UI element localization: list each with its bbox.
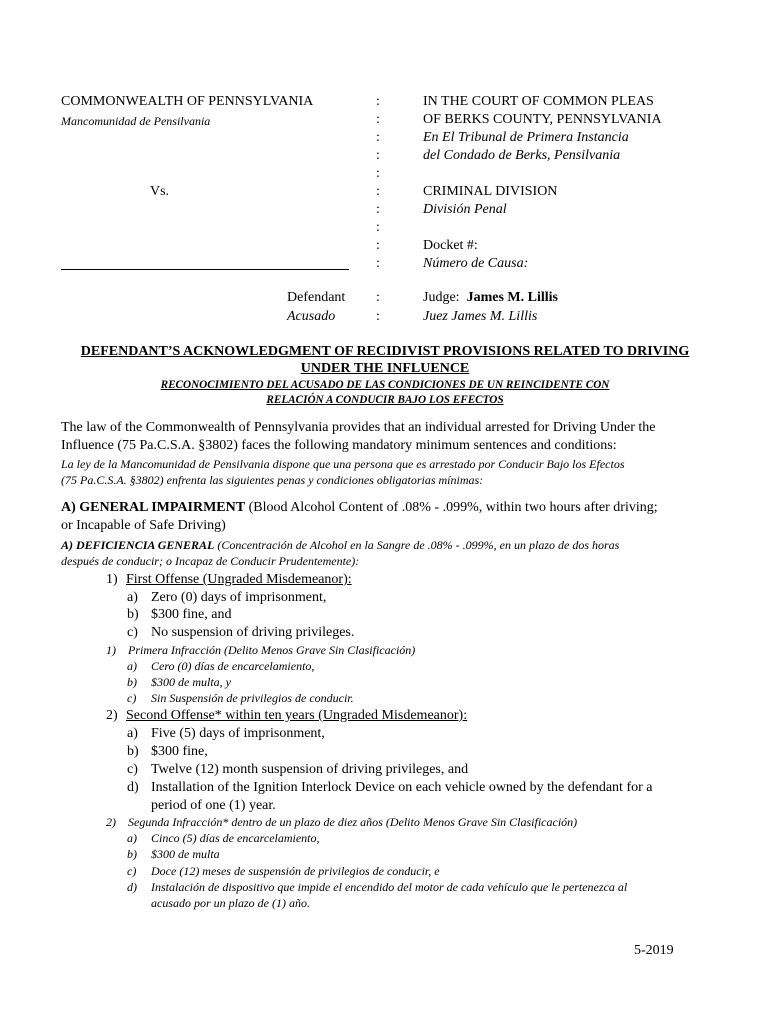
list-item: Cinco (5) días de encarcelamiento, [151, 831, 320, 845]
list-item-label: c) [127, 625, 138, 640]
section-a-desc: (Blood Alcohol Content of .08% - .099%, within two hours after driving; [245, 500, 658, 515]
caption-colon: : [376, 220, 380, 235]
defendant-name-line [61, 269, 349, 270]
list-item: Zero (0) days of imprisonment, [151, 590, 327, 605]
caption-colon: : [376, 148, 380, 163]
offense-1-num: 1) [106, 572, 118, 587]
list-item-label: b) [127, 675, 137, 689]
list-item: Instalación de dispositivo que impide el encendido del motor de cada vehículo que le pertenezca al [151, 880, 628, 894]
section-a-label-es: A) DEFICIENCIA GENERAL [61, 538, 215, 552]
list-item-label: b) [127, 847, 137, 861]
list-item: Doce (12) meses de suspensión de privilegios de conducir, e [151, 864, 440, 878]
judge-label-es: Juez James M. Lillis [423, 309, 538, 324]
intro-line-2: Influence (75 Pa.C.S.A. §3802) faces the following mandatory minimum sentences and conditions: [61, 438, 617, 453]
document-title-line-1: DEFENDANT’S ACKNOWLEDGMENT OF RECIDIVIST PROVISIONS RELATED TO DRIVING [80, 344, 690, 359]
caption-colon: : [376, 290, 380, 305]
offense-2-num: 2) [106, 708, 118, 723]
judge-label: Judge: [423, 290, 460, 305]
revision-date: 5-2019 [634, 943, 674, 958]
caption-colon: : [376, 202, 380, 217]
commonwealth-title: COMMONWEALTH OF PENNSYLVANIA [61, 94, 314, 109]
defendant-label-es: Acusado [287, 309, 336, 324]
intro-line-1: The law of the Commonwealth of Pennsylvania provides that an individual arrested for Driving Under the [61, 420, 656, 435]
caption-colon: : [376, 94, 380, 109]
offense-1-num-es: 1) [106, 643, 116, 657]
offense-2-num-es: 2) [106, 815, 116, 829]
section-a-label: A) GENERAL IMPAIRMENT [61, 500, 246, 515]
caption-colon: : [376, 184, 380, 199]
judge-name: James M. Lillis [466, 290, 558, 305]
caption-colon: : [376, 130, 380, 145]
document-title-line-2: UNDER THE INFLUENCE [300, 361, 470, 376]
list-item-label: c) [127, 864, 137, 878]
list-item-label: d) [127, 880, 137, 894]
offense-2-title: Second Offense* within ten years (Ungraded Misdemeanor): [126, 708, 468, 723]
list-item-label: a) [127, 590, 138, 605]
list-item-label: c) [127, 762, 138, 777]
list-item: Five (5) days of imprisonment, [151, 726, 325, 741]
judge-line [423, 290, 558, 306]
list-item: Twelve (12) month suspension of driving privileges, and [151, 762, 469, 777]
section-a-es-line-1 [61, 538, 619, 553]
list-item: $300 de multa, y [151, 675, 231, 689]
defendant-label: Defendant [287, 290, 346, 305]
intro-es-1: La ley de la Mancomunidad de Pensilvania dispone que una persona que es arrestado por Conducir Bajo los Efectos [61, 457, 625, 471]
section-a-desc-es: (Concentración de Alcohol en la Sangre de .08% - .099%, en un plazo de dos horas [214, 538, 620, 552]
section-a-es-line-2: después de conducir; o Incapaz de Conducir Prudentemente): [61, 554, 360, 568]
division-label-es: División Penal [423, 202, 507, 217]
offense-2-title-es: Segunda Infracción* dentro de un plazo de diez años (Delito Menos Grave Sin Clasificación) [128, 815, 578, 829]
document-title-es-1: RECONOCIMIENTO DEL ACUSADO DE LAS CONDICIONES DE UN REINCIDENTE CON [160, 379, 610, 391]
court-name-es-1: En El Tribunal de Primera Instancia [423, 130, 629, 145]
section-a-line-2: or Incapable of Safe Driving) [61, 518, 226, 533]
court-name-line-1: IN THE COURT OF COMMON PLEAS [423, 94, 654, 109]
list-item: $300 de multa [151, 847, 220, 861]
intro-es-2: (75 Pa.C.S.A. §3802) enfrenta las siguientes penas y condiciones obligatorias mínimas: [61, 473, 484, 487]
list-item: $300 fine, and [151, 607, 232, 622]
list-item: Installation of the Ignition Interlock Device on each vehicle owned by the defendant for a [151, 780, 653, 795]
caption-colon: : [376, 256, 380, 271]
list-item-label: b) [127, 607, 139, 622]
document-title-es-2: RELACIÓN A CONDUCIR BAJO LOS EFECTOS [266, 394, 504, 406]
offense-1-title-es: Primera Infracción (Delito Menos Grave Sin Clasificación) [128, 643, 416, 657]
list-item: Sin Suspensión de privilegios de conducir. [151, 691, 354, 705]
list-item-label: c) [127, 691, 137, 705]
list-item-continuation: acusado por un plazo de (1) año. [151, 896, 310, 910]
court-name-line-2: OF BERKS COUNTY, PENNSYLVANIA [423, 112, 662, 127]
division-label: CRIMINAL DIVISION [423, 184, 558, 199]
list-item-continuation: period of one (1) year. [151, 798, 276, 813]
list-item-label: d) [127, 780, 139, 795]
caption-colon: : [376, 309, 380, 324]
court-name-es-2: del Condado de Berks, Pensilvania [423, 148, 621, 163]
offense-1-title: First Offense (Ungraded Misdemeanor): [126, 572, 352, 587]
list-item-label: a) [127, 726, 138, 741]
caption-colon: : [376, 112, 380, 127]
caption-colon: : [376, 166, 380, 181]
list-item-label: a) [127, 831, 137, 845]
list-item-label: b) [127, 744, 139, 759]
list-item: $300 fine, [151, 744, 208, 759]
list-item: Cero (0) días de encarcelamiento, [151, 659, 315, 673]
list-item-label: a) [127, 659, 137, 673]
docket-label-es: Número de Causa: [423, 256, 529, 271]
commonwealth-title-es: Mancomunidad de Pensilvania [61, 114, 211, 128]
list-item: No suspension of driving privileges. [151, 625, 355, 640]
versus-label: Vs. [150, 184, 170, 199]
docket-label: Docket #: [423, 238, 478, 253]
section-a-line-1 [61, 500, 658, 516]
caption-colon: : [376, 238, 380, 253]
